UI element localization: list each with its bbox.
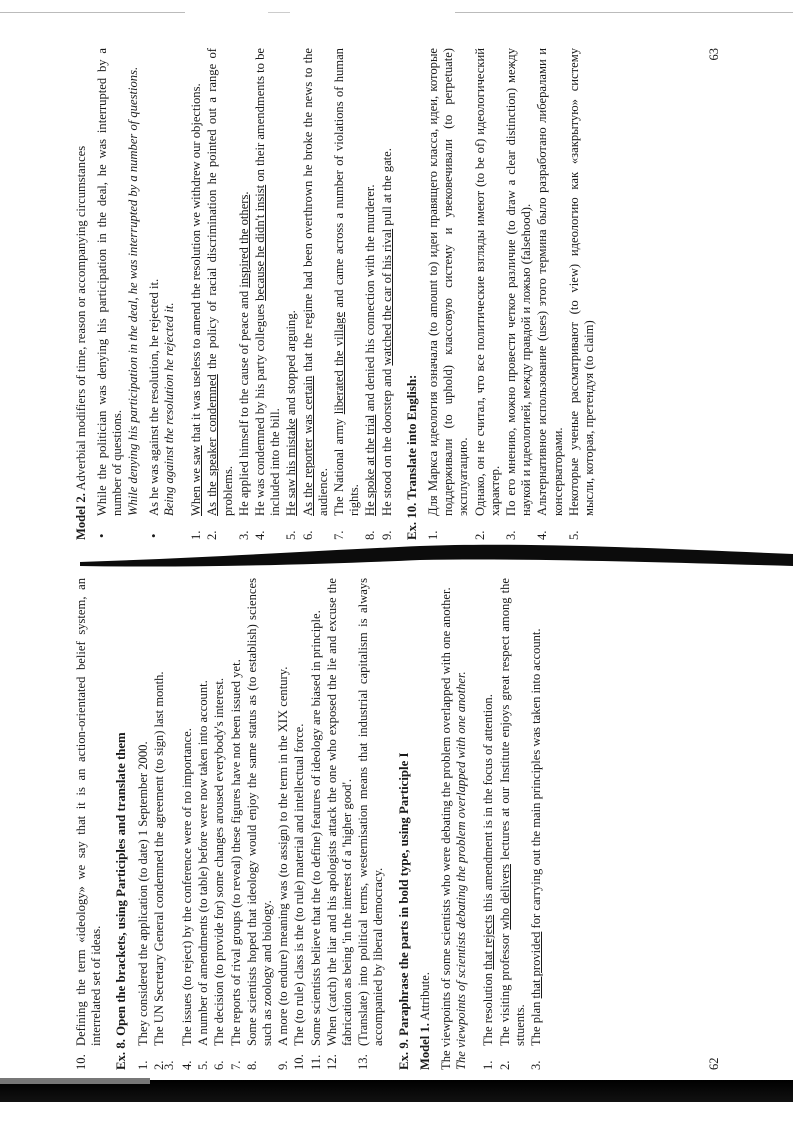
list-item: 8. Some scientists hoped that ideology would enjoy the same status as (to establish) sciences such as zoology and biology. — [244, 578, 275, 1070]
list-item: 5. Некоторые ученые рассматривают (to view) идеологию как «закрытую» систему мысли, которая, претендуя (to claim) — [566, 48, 597, 540]
page-63 — [74, 48, 721, 540]
list-item: 5. He saw his mistake and stopped arguing. — [284, 310, 299, 540]
model-2-example-1: • While the politician was denying his participation in the deal, he was interrupted by a number of questions. While denying his participation in the deal, he was interrupted by a number of questions. — [95, 48, 140, 538]
model-2-exercise-list — [189, 48, 395, 540]
list-item: 12. When (catch) the liar and his apologists attack the one who exposed the lie and excuse the fabrication as being 'in the interest of a 'higher good'. — [324, 578, 355, 1070]
model-2-title: Model 2. Adverbial modifiers of time, reason or accompanying circumstances — [74, 145, 88, 540]
list-item: 5. A number of amendments (to table) before were now taken into account. — [196, 680, 211, 1070]
gutter-shadow — [0, 540, 793, 574]
model-1-title: Model 1. Attribute. — [417, 972, 432, 1070]
ex8-list — [136, 578, 387, 1070]
list-item: 1. The resolution that rejects this amendment is in the focus of attention. — [481, 694, 496, 1070]
list-item: 4. The issues (to reject) by the conference were of no importance. — [180, 728, 195, 1070]
top-rule-mid — [268, 12, 290, 13]
ex9-heading: Ex. 9. Paraphrase the parts in bold type, using Participle I — [396, 752, 411, 1070]
list-item: 10. Defining the term «ideology» we say that it is an action-orientated belief system, an interrelated set of ideas. — [74, 578, 104, 1070]
list-item: 3. He applied himself to the cause of peace and inspired the others. — [236, 191, 251, 540]
list-item: 3. The plan that provided for carrying out the main principles was taken into account. — [529, 628, 544, 1070]
list-item: 4. He was condemned by his party collegues because he didn't insist on their amendments to be included into the bill. — [253, 48, 283, 540]
page-number: 62 — [706, 1057, 721, 1070]
ex10-heading: Ex. 10. Translate into English: — [404, 374, 419, 540]
top-rule-left — [0, 12, 185, 13]
list-item: 1. When we saw that it was useless to amend the resolution we withdrew our objections. — [189, 83, 204, 540]
model-1-sentence: The viewpoints of some scientists who were debating the problem overlapped with one another. — [439, 587, 454, 1070]
list-item: 1. They considered the application (to date) 1 September 2000. — [135, 741, 150, 1070]
list-item: 2. As the speaker condemned the policy of racial discrimination he pointed out a range of problems. — [205, 48, 235, 540]
ex7-tail — [74, 578, 104, 1070]
top-rule-right — [455, 12, 793, 13]
list-item: 3. По его мнению, можно провести четкое различие (to draw a clear distinction) между наукой и идеологией, между правдой и ложью (falsehood). — [504, 48, 534, 540]
list-item: 9. He stood on the doorstep and watched the car of his rival pull at the gate. — [379, 148, 394, 540]
list-item: 7. The National army liberated the village and came across a number of violations of human rights. — [332, 48, 362, 540]
list-item: 2. The visiting professor who delivers lectures at our Institute enjoys great respect among the sttuents. — [497, 577, 527, 1070]
page-62 — [74, 577, 721, 1070]
list-item: 8. He spoke at the trial and denied his connection with the murderer. — [363, 184, 378, 540]
model-1-answer: The viewpoints of scientists debating the problem overlapped with one another. — [454, 671, 469, 1070]
page-number: 63 — [706, 48, 721, 61]
list-item: 2. Однако, он не считал, что все политические взгляды имеют (to be of) идеологический характер. — [472, 48, 502, 540]
model-2-example-2: • As he was against the resolution, he rejected it. Being against the resolution he rejected it. — [146, 278, 177, 538]
list-item: 4. Альтернативное использование (uses) этого термина было разработано либералами и консерваторами. — [535, 48, 565, 540]
ex8-heading: Ex. 8. Open the brackets, using Participles and translate them — [114, 732, 129, 1070]
list-item: 1. Для Маркса идеология означала (to amount to) идеи правящего класса, идеи, которые поддерживали (to uphold) классовую систему и увековечивали (to perpetuate) эксплуатацию. — [426, 48, 471, 540]
list-item: 9. A more (to endure) meaning was (to assign) to the term in the XIX century. — [276, 666, 291, 1070]
ex9-list — [481, 578, 544, 1070]
ex10-list — [426, 48, 597, 540]
list-item: 10. The (to rule) class is the (to rule) material and intellectual force. — [292, 723, 307, 1070]
list-item: 2. The UN Secretary General condemned the agreement (to sign) last month. — [151, 671, 166, 1070]
bullet-icon: • — [146, 533, 161, 538]
bullet-icon: • — [95, 533, 110, 538]
list-item: 6. As the reporter was certain that the regime had been overthrown he broke the news to the audience. — [300, 48, 330, 540]
list-item: 6. The decision (to provide for) some changes aroused everybody's interest. — [212, 677, 227, 1070]
list-item: 11. Some scientists believe that the (to define) features of ideology are biased in principle. — [308, 610, 323, 1070]
list-item: 13. (Translate) into political terms, westernisation means that industrial capitalism is always accompanied by liberal democracy. — [356, 578, 386, 1070]
list-item: 7. The reports of rival groups (to reveal) these figures have not been issued yet. — [228, 659, 243, 1070]
list-item: 3. — [162, 1060, 177, 1070]
